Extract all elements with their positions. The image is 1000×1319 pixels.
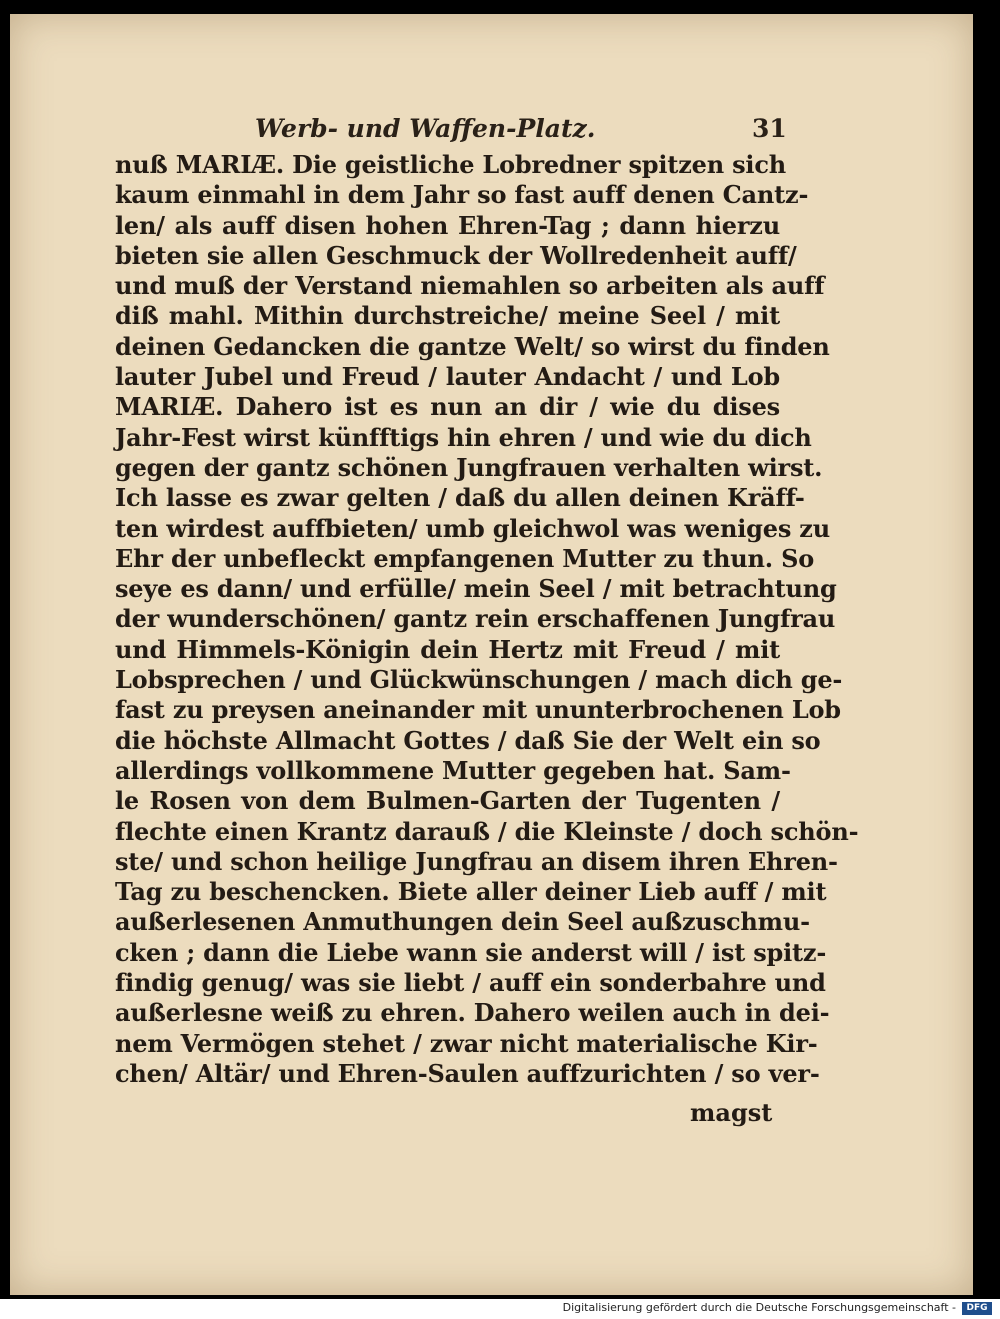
text-line: diß mahl. Mithin durchstreiche/ meine Seel / mit [115, 301, 780, 331]
text-line: seye es dann/ und erfülle/ mein Seel / mit betrachtung [115, 574, 837, 604]
footer-bar [0, 1299, 1000, 1319]
text-line: außerlesenen Anmuthungen dein Seel außzuschmu- [115, 907, 810, 937]
text-line: allerdings vollkommene Mutter gegeben hat. Sam- [115, 755, 791, 785]
text-line: außerlesne weiß zu ehren. Dahero weilen auch in dei- [115, 998, 830, 1028]
text-line: nem Vermögen stehet / zwar nicht materialische Kir- [115, 1028, 818, 1058]
text-line: chen/ Altär/ und Ehren-Saulen auffzurichten / so ver- [115, 1058, 820, 1088]
text-line: ten wirdest auffbieten/ umb gleichwol was weniges zu [115, 513, 830, 543]
text-line: findig genug/ was sie liebt / auff ein sonderbahre und [115, 968, 826, 998]
dfg-logo-icon: DFG [962, 1302, 992, 1315]
body-text [115, 150, 859, 1089]
text-line: und muß der Verstand niemahlen so arbeiten als auff [115, 271, 825, 301]
text-line: ste/ und schon heilige Jungfrau an disem ihren Ehren- [115, 846, 838, 876]
text-line: Lobsprechen / und Glückwünschungen / mach dich ge- [115, 665, 843, 695]
page-number: 31 [752, 114, 787, 143]
text-line: die höchste Allmacht Gottes / daß Sie der Welt ein so [115, 725, 821, 755]
text-line: lauter Jubel und Freud / lauter Andacht / und Lob [115, 362, 780, 392]
text-line: der wunderschönen/ gantz rein erschaffenen Jungfrau [115, 604, 836, 634]
scanned-page [10, 14, 973, 1295]
text-line: und Himmels-Königin dein Hertz mit Freud / mit [115, 634, 780, 664]
text-line: fast zu preysen aneinander mit ununterbrochenen Lob [115, 695, 841, 725]
text-line: cken ; dann die Liebe wann sie anderst will / ist spitz- [115, 937, 827, 967]
text-line: le Rosen von dem Bulmen-Garten der Tugenten / [115, 786, 780, 816]
catchword: magst [690, 1098, 773, 1127]
text-line: Jahr-Fest wirst künfftigs hin ehren / und wie du dich [115, 422, 812, 452]
running-title: Werb- und Waffen-Platz. [255, 114, 596, 143]
text-line: kaum einmahl in dem Jahr so fast auff denen Cantz- [115, 180, 809, 210]
footer-credit: Digitalisierung gefördert durch die Deutsche Forschungsgemeinschaft - [562, 1301, 956, 1314]
text-line: Ich lasse es zwar gelten / daß du allen deinen Kräff- [115, 483, 805, 513]
text-line: nuß MARIÆ. Die geistliche Lobredner spitzen sich [115, 150, 786, 179]
text-line: MARIÆ. Dahero ist es nun an dir / wie du dises [115, 392, 780, 422]
text-line: deinen Gedancken die gantze Welt/ so wirst du finden [115, 331, 830, 361]
text-line: bieten sie allen Geschmuck der Wollredenheit auff/ [115, 240, 797, 270]
text-line: flechte einen Krantz darauß / die Kleinste / doch schön- [115, 816, 859, 846]
text-line: Tag zu beschencken. Biete aller deiner Lieb auff / mit [115, 877, 827, 907]
text-line: gegen der gantz schönen Jungfrauen verhalten wirst. [115, 452, 823, 482]
running-header [10, 114, 973, 148]
text-line: len/ als auff disen hohen Ehren-Tag ; dann hierzu [115, 210, 780, 240]
text-line: Ehr der unbefleckt empfangenen Mutter zu thun. So [115, 543, 815, 573]
